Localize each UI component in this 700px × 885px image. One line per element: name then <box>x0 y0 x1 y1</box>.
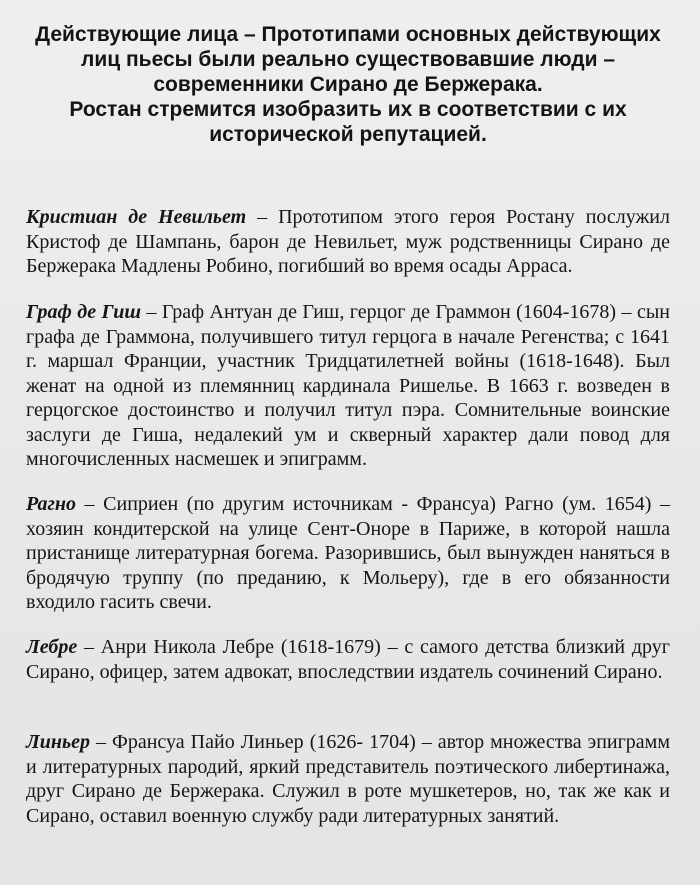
character-entry <box>26 492 670 615</box>
document-heading <box>26 22 670 147</box>
character-name: Линьер <box>26 731 90 753</box>
character-name: Лебре <box>26 636 78 658</box>
heading-line: Ростан стремится изобразить их в соответствии с их <box>69 98 627 121</box>
character-description: – Анри Никола Лебре (1618-1679) – с самого детства близкий друг Сирано, офицер, затем адвокат, впоследствии издатель сочинений Сирано. <box>26 636 670 683</box>
character-description: – Граф Антуан де Гиш, герцог де Граммон (1604-1678) – сын графа де Граммона, получившего титул герцога в начале Регенства; с 1641 г. маршал Франции, участник Тридцатилетней войны (1618-1648). Был женат на одной из племянниц кардинала Ришелье. В 1663 г. возведен в герцогское достоинство и получил титул пэра. Сомнительные воинские заслуги де Гиша, недалекий ум и скверный характер дали повод для многочисленных насмешек и эпиграмм. <box>26 301 670 470</box>
heading-line: современники Сирано де Бержерака. <box>153 73 543 96</box>
heading-line: Действующие лица – Прототипами основных действующих <box>35 23 661 46</box>
character-description: – Прототипом этого героя Ростану послужил Кристоф де Шампань, барон де Невильет, муж родственницы Сирано де Бержерака Мадлены Робино, погибший во время осады Арраса. <box>26 206 670 277</box>
character-name: Граф де Гиш <box>26 301 142 323</box>
character-entry <box>26 205 670 279</box>
character-entry <box>26 300 670 472</box>
character-description: – Сиприен (по другим источникам - Франсуа) Рагно (ум. 1654) – хозяин кондитерской на улице Сент-Оноре в Париже, в которой нашла пристанище литературная богема. Разорившись, был вынужден наняться в бродячую труппу (по преданию, к Мольеру), где в его обязанности входило гасить свечи. <box>26 493 670 613</box>
character-name: Кристиан де Невильет <box>26 206 247 228</box>
heading-line: лиц пьесы были реально существовавшие люди – <box>80 48 615 71</box>
heading-line: исторической репутацией. <box>209 123 487 146</box>
character-description: – Франсуа Пайо Линьер (1626- 1704) – автор множества эпиграмм и литературных пародий, яркий представитель поэтического либертинажа, друг Сирано де Бержерака. Служил в роте мушкетеров, но, так же как и Сирано, оставил военную службу ради литературных занятий. <box>26 731 670 827</box>
character-entry <box>26 635 670 684</box>
character-entry <box>26 730 670 828</box>
character-name: Рагно <box>26 493 76 515</box>
